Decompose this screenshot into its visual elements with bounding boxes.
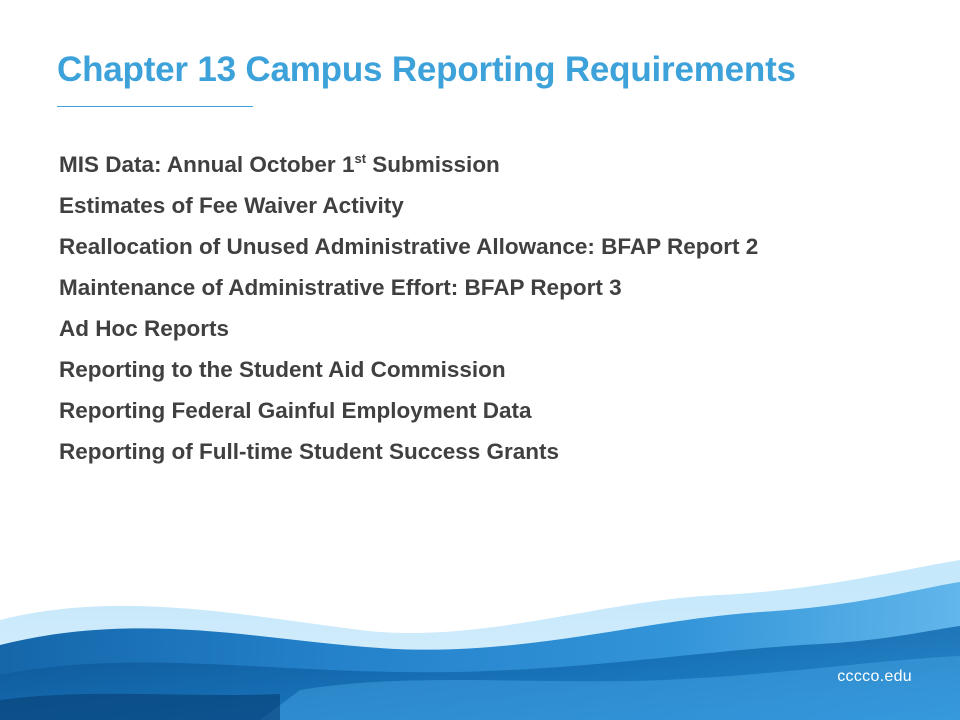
title-underline bbox=[57, 106, 253, 107]
bullet-item: Reporting of Full-time Student Success Grants bbox=[59, 439, 560, 464]
ordinal-suffix: st bbox=[354, 150, 367, 166]
watercolor-wave-footer bbox=[0, 560, 960, 720]
bullet-item: MIS Data: Annual October 1st Submission bbox=[59, 150, 500, 177]
bullet-item: Reporting Federal Gainful Employment Data bbox=[59, 398, 532, 423]
bullet-item: Reporting to the Student Aid Commission bbox=[59, 357, 506, 382]
footer-website-url: cccco.edu bbox=[837, 668, 912, 685]
slide-title: Chapter 13 Campus Reporting Requirements bbox=[57, 50, 796, 89]
bullet-list bbox=[59, 144, 758, 472]
bullet-item: Maintenance of Administrative Effort: BFAP Report 3 bbox=[59, 275, 622, 300]
bullet-item: Ad Hoc Reports bbox=[59, 316, 230, 341]
bullet-item: Estimates of Fee Waiver Activity bbox=[59, 193, 404, 218]
bullet-item: Reallocation of Unused Administrative Allowance: BFAP Report 2 bbox=[59, 234, 759, 259]
